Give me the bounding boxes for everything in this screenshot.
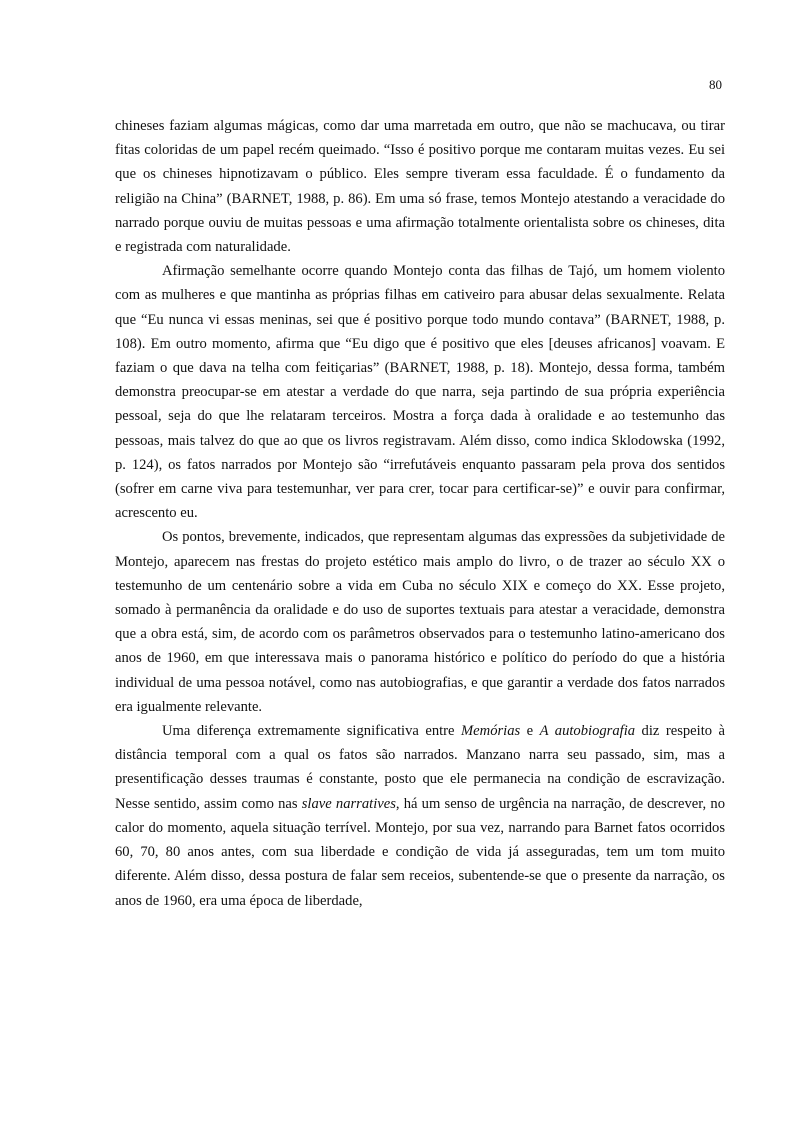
paragraph-text: chineses faziam algumas mágicas, como dar uma marretada em outro, que não se machucava, ou tirar fitas coloridas de um papel recém queimado. “Isso é positivo porque me contaram muitas vezes. Eu sei que os chineses hipnotizavam o público. Eles sempre tiveram essa faculdade. É o fundamento da religião na China” (BARNET, 1988, p. 86). Em uma só frase, temos Montejo atestando a veracidade do narrado porque ouviu de muitas pessoas e uma afirmação totalmente orientalista sobre os chineses, dita e registrada com naturalidade. bbox=[115, 118, 725, 256]
paragraph-1 bbox=[115, 114, 725, 259]
page-number: 80 bbox=[709, 77, 722, 92]
paragraph-text: e bbox=[520, 723, 540, 740]
paragraph-2 bbox=[115, 259, 725, 525]
book-title-autobiografia: A autobiografia bbox=[539, 723, 636, 740]
paragraph-text: Afirmação semelhante ocorre quando Montejo conta das filhas de Tajó, um homem violento com as mulheres e que mantinha as próprias filhas em cativeiro para abusar delas sexualmente. Relata que “Eu nunca vi essas meninas, sei que é positivo porque todo mundo contava” (BARNET, 1988, p. 108). Em outro momento, afirma que “Eu digo que é positivo que eles [deuses africanos] voavam. E faziam o que dava na telha com feitiçarias” (BARNET, 1988, p. 18). Montejo, dessa forma, também demonstra preocupar-se em atestar a verdade do que narra, seja partindo de sua própria experiência pessoal, seja do que lhe relataram terceiros. Mostra a força dada à oralidade e ao testemunho das pessoas, mais talvez do que ao que os livros registravam. Além disso, como indica Sklodowska (1992, p. 124), os fatos narrados por Montejo são “irrefutáveis enquanto passaram pela prova dos sentidos (sofrer em carne viva para testemunhar, ver para crer, tocar para certificar-se)” e ouvir para confirmar, acrescento eu. bbox=[115, 263, 725, 522]
paragraph-3 bbox=[115, 525, 725, 719]
term-slave-narratives: slave narratives bbox=[301, 795, 396, 812]
paragraph-text: , há um senso de urgência na narração, de descrever, no calor do momento, aquela situação terrível. Montejo, por sua vez, narrando para Barnet fatos ocorridos 60, 70, 80 anos antes, com sua liberdade e condição de vida já asseguradas, tem um tom muito diferente. Além disso, dessa postura de falar sem receios, subentende-se que o presente da narração, os anos de 1960, era uma época de liberdade, bbox=[115, 795, 725, 909]
paragraph-text: Os pontos, brevemente, indicados, que representam algumas das expressões da subjetividade de Montejo, aparecem nas frestas do projeto estético mais amplo do livro, o de trazer ao século XX o testemunho de um centenário sobre a vida em Cuba no século XIX e começo do XX. Esse projeto, somado à permanência da oralidade e do uso de suportes textuais para atestar a veracidade, demonstra que a obra está, sim, de acordo com os parâmetros observados para o testemunho latino-americano dos anos de 1960, em que interessava mais o panorama histórico e político do período do que a história individual de uma pessoa notável, como nas autobiografias, e que garantir a verdade dos fatos narrados era igualmente relevante. bbox=[115, 529, 725, 715]
paragraph-4 bbox=[115, 719, 725, 913]
paragraph-text: Uma diferença extremamente significativa entre bbox=[162, 723, 462, 740]
paragraph-text: diz respeito à distância temporal com a qual os fatos são narrados. Manzano narra seu passado, sim, mas a presentificação desses traumas é constante, posto que ele permanecia na condição de escravização. Nesse sentido, assim como nas bbox=[115, 723, 726, 812]
book-title-memorias: Memórias bbox=[461, 723, 521, 740]
document-body bbox=[115, 114, 725, 913]
